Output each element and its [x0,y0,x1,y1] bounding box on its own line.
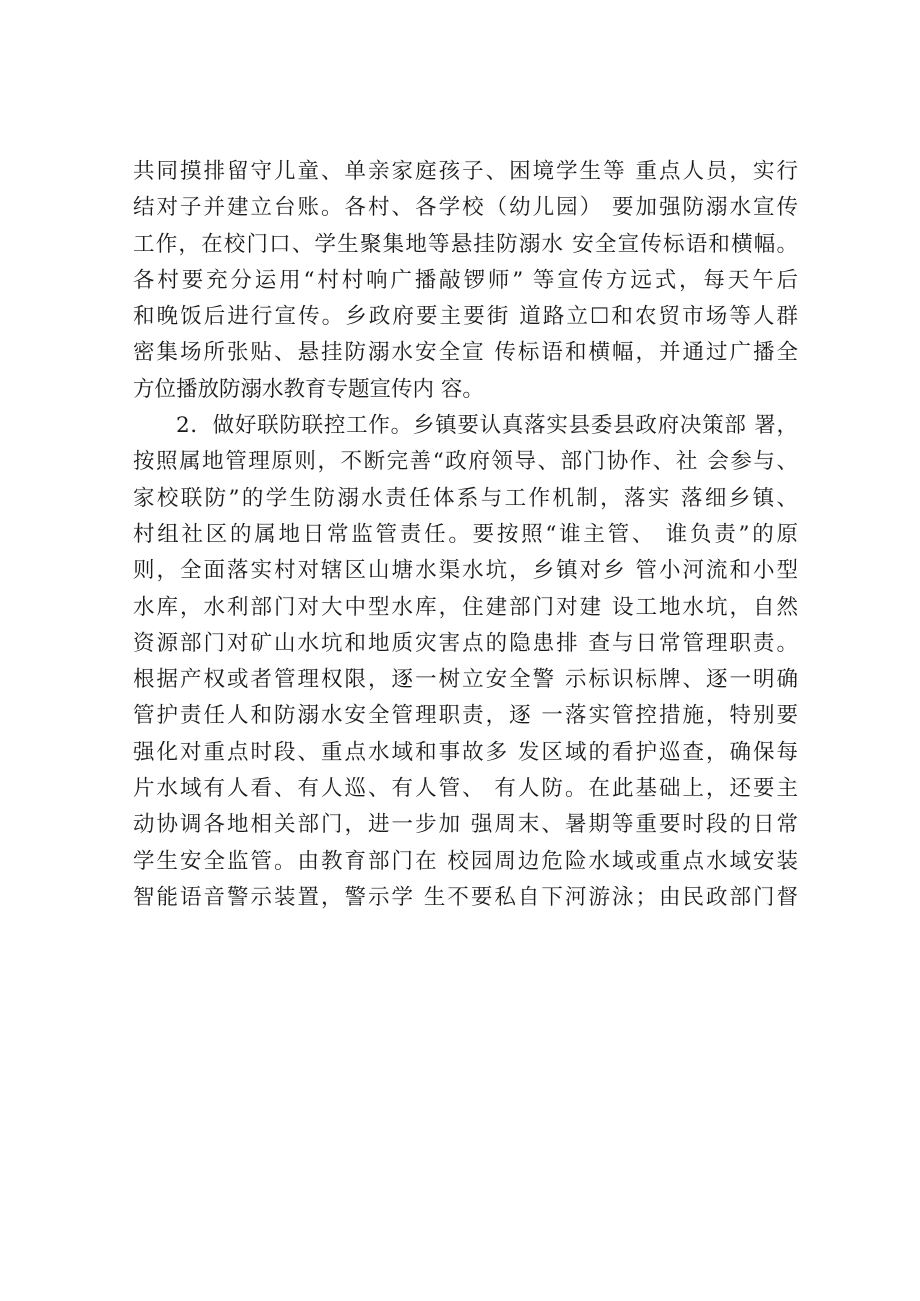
text-line: 按照属地管理原则，不断完善“政府领导、部门协作、社 会参与、 [133,449,798,475]
text-line: 和晚饭后进行宣传。乡政府要主要街 道路立☐和农贸市场等人群 [133,304,798,330]
text-line: 则，全面落实村对辖区山塘水渠水坑，乡镇对乡 管小河流和小型 [133,558,798,584]
text-line: 各村要充分运用“村村响广播敲锣师” 等宣传方远式，每天午后 [133,267,798,293]
text-line: 水库，水利部门对大中型水库，住建部门对建 设工地水坑，自然 [133,594,798,620]
text-line: 动协调各地相关部门，进一步加 强周末、暑期等重要时段的日常 [133,812,798,838]
text-line: 智能语音警示装置，警示学 生不要私自下河游泳；由民政部门督 [133,884,798,910]
text-line: 家校联防”的学生防溺水责任体系与工作机制，落实 落细乡镇、 [133,485,798,511]
text-line: 资源部门对矿山水坑和地质灾害点的隐患排 查与日常管理职责。 [133,630,798,656]
text-line: 共同摸排留守儿童、单亲家庭孩子、困境学生等 重点人员，实行 [133,159,798,184]
text-line: 强化对重点时段、重点水域和事故多 发区域的看护巡查，确保每 [133,739,798,765]
text-line: 管护责任人和防溺水安全管理职责，逐 一落实管控措施，特别要 [133,703,798,729]
text-line: 结对子并建立台账。各村、各学校（幼儿园） 要加强防溺水宣传 [133,195,798,221]
paragraph-heading-line: 2．做好联防联控工作。乡镇要认真落实县委县政府决策部 署， [176,413,798,439]
text-line: 片水域有人看、有人巡、有人管、 有人防。在此基础上，还要主 [133,776,798,802]
text-line: 工作，在校门口、学生聚集地等悬挂防溺水 安全宣传标语和横幅。 [133,231,798,257]
text-line: 学生安全监管。由教育部门在 校园周边危险水域或重点水域安装 [133,848,798,874]
text-line: 密集场所张贴、悬挂防溺水安全宣 传标语和横幅，并通过广播全 [133,340,798,366]
text-line: 方位播放防溺水教育专题宣传内 容。 [133,376,484,402]
document-body [133,154,798,916]
text-line: 村组社区的属地日常监管责任。要按照“谁主管、 谁负责”的原 [133,521,798,547]
text-line: 根据产权或者管理权限，逐一树立安全警 示标识标牌、逐一明确 [133,667,798,693]
